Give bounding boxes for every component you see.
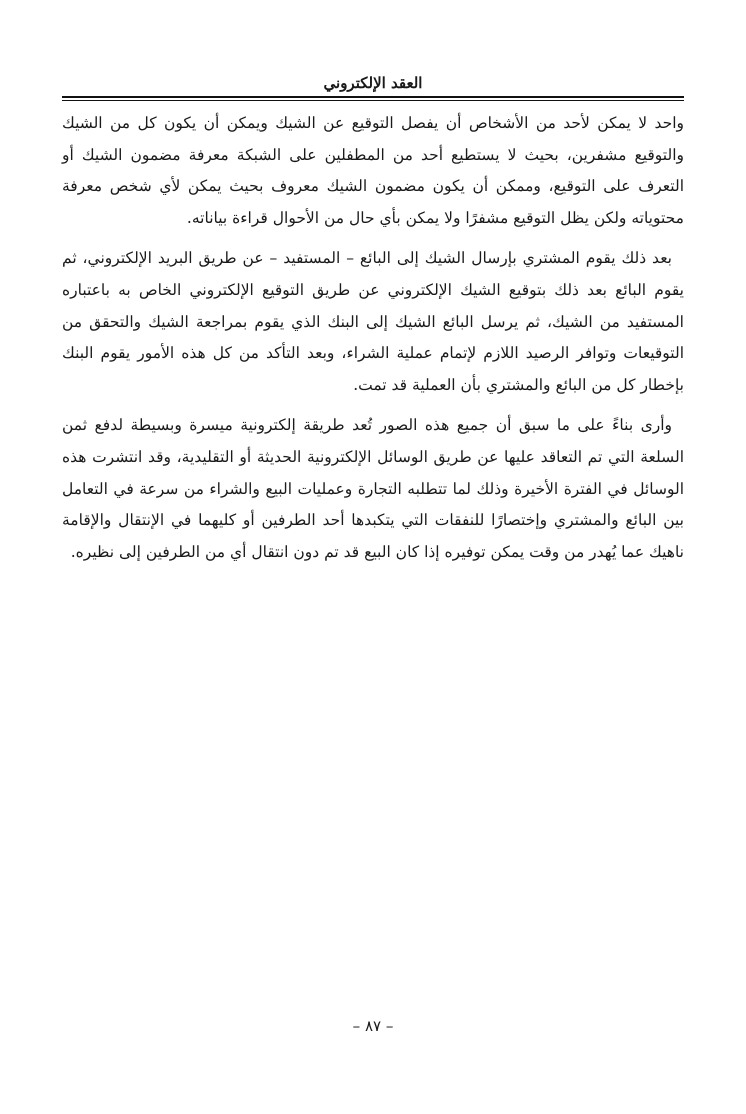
paragraph-continued: واحد لا يمكن لأحد من الأشخاص أن يفصل التوقيع عن الشيك ويمكن أن يكون كل من الشيك والتوقيع مشفرين، بحيث لا يستطيع أحد من المطفلين على الشبكة معرفة مضمون الشيك أو التعرف على التوقيع، وممكن أن يكون مضمون الشيك معروف بحيث يمكن لأي شخص معرفة محتوياته ولكن يظل التوقيع مشفرًا ولا يمكن بأي حال من الأحوال قراءة بياناته. (62, 114, 684, 227)
header-rule-secondary (62, 100, 684, 101)
page-number: – ٨٧ – (352, 1017, 394, 1035)
body-text (62, 108, 684, 577)
header-rule (62, 96, 684, 98)
paragraph: بعد ذلك يقوم المشتري بإرسال الشيك إلى البائع – المستفيد – عن طريق البريد الإلكتروني، ثم يقوم البائع بعد ذلك بتوقيع الشيك الإلكتروني عن طريق التوقيع الإلكتروني الخاص به باعتباره المستفيد من الشيك، ثم يرسل البائع الشيك إلى البنك الذي يقوم بمراجعة الشيك والتحقق من التوقيعات وتوافر الرصيد اللازم لإتمام عملية الشراء، وبعد التأكد من كل هذه الأمور يقوم البنك بإخطار كل من البائع والمشتري بأن العملية قد تمت. (62, 249, 684, 394)
running-header: العقد الإلكتروني (323, 74, 423, 92)
paragraph: وأرى بناءً على ما سبق أن جميع هذه الصور تُعد طريقة إلكترونية ميسرة وبسيطة لدفع ثمن السلعة التي تم التعاقد عليها عن طريق الوسائل الإلكترونية الحديثة أو التقليدية، وقد انتشرت هذه الوسائل في الفترة الأخيرة وذلك لما تتطلبه التجارة وعمليات البيع والشراء من سرعة في التعامل بين البائع والمشتري وإختصارًا للنفقات التي يتكبدها أحد الطرفين أو كليهما في الإنتقال والإقامة ناهيك عما يُهدر من وقت يمكن توفيره إذا كان البيع قد تم دون انتقال أي من الطرفين إلى نظيره. (62, 416, 684, 561)
